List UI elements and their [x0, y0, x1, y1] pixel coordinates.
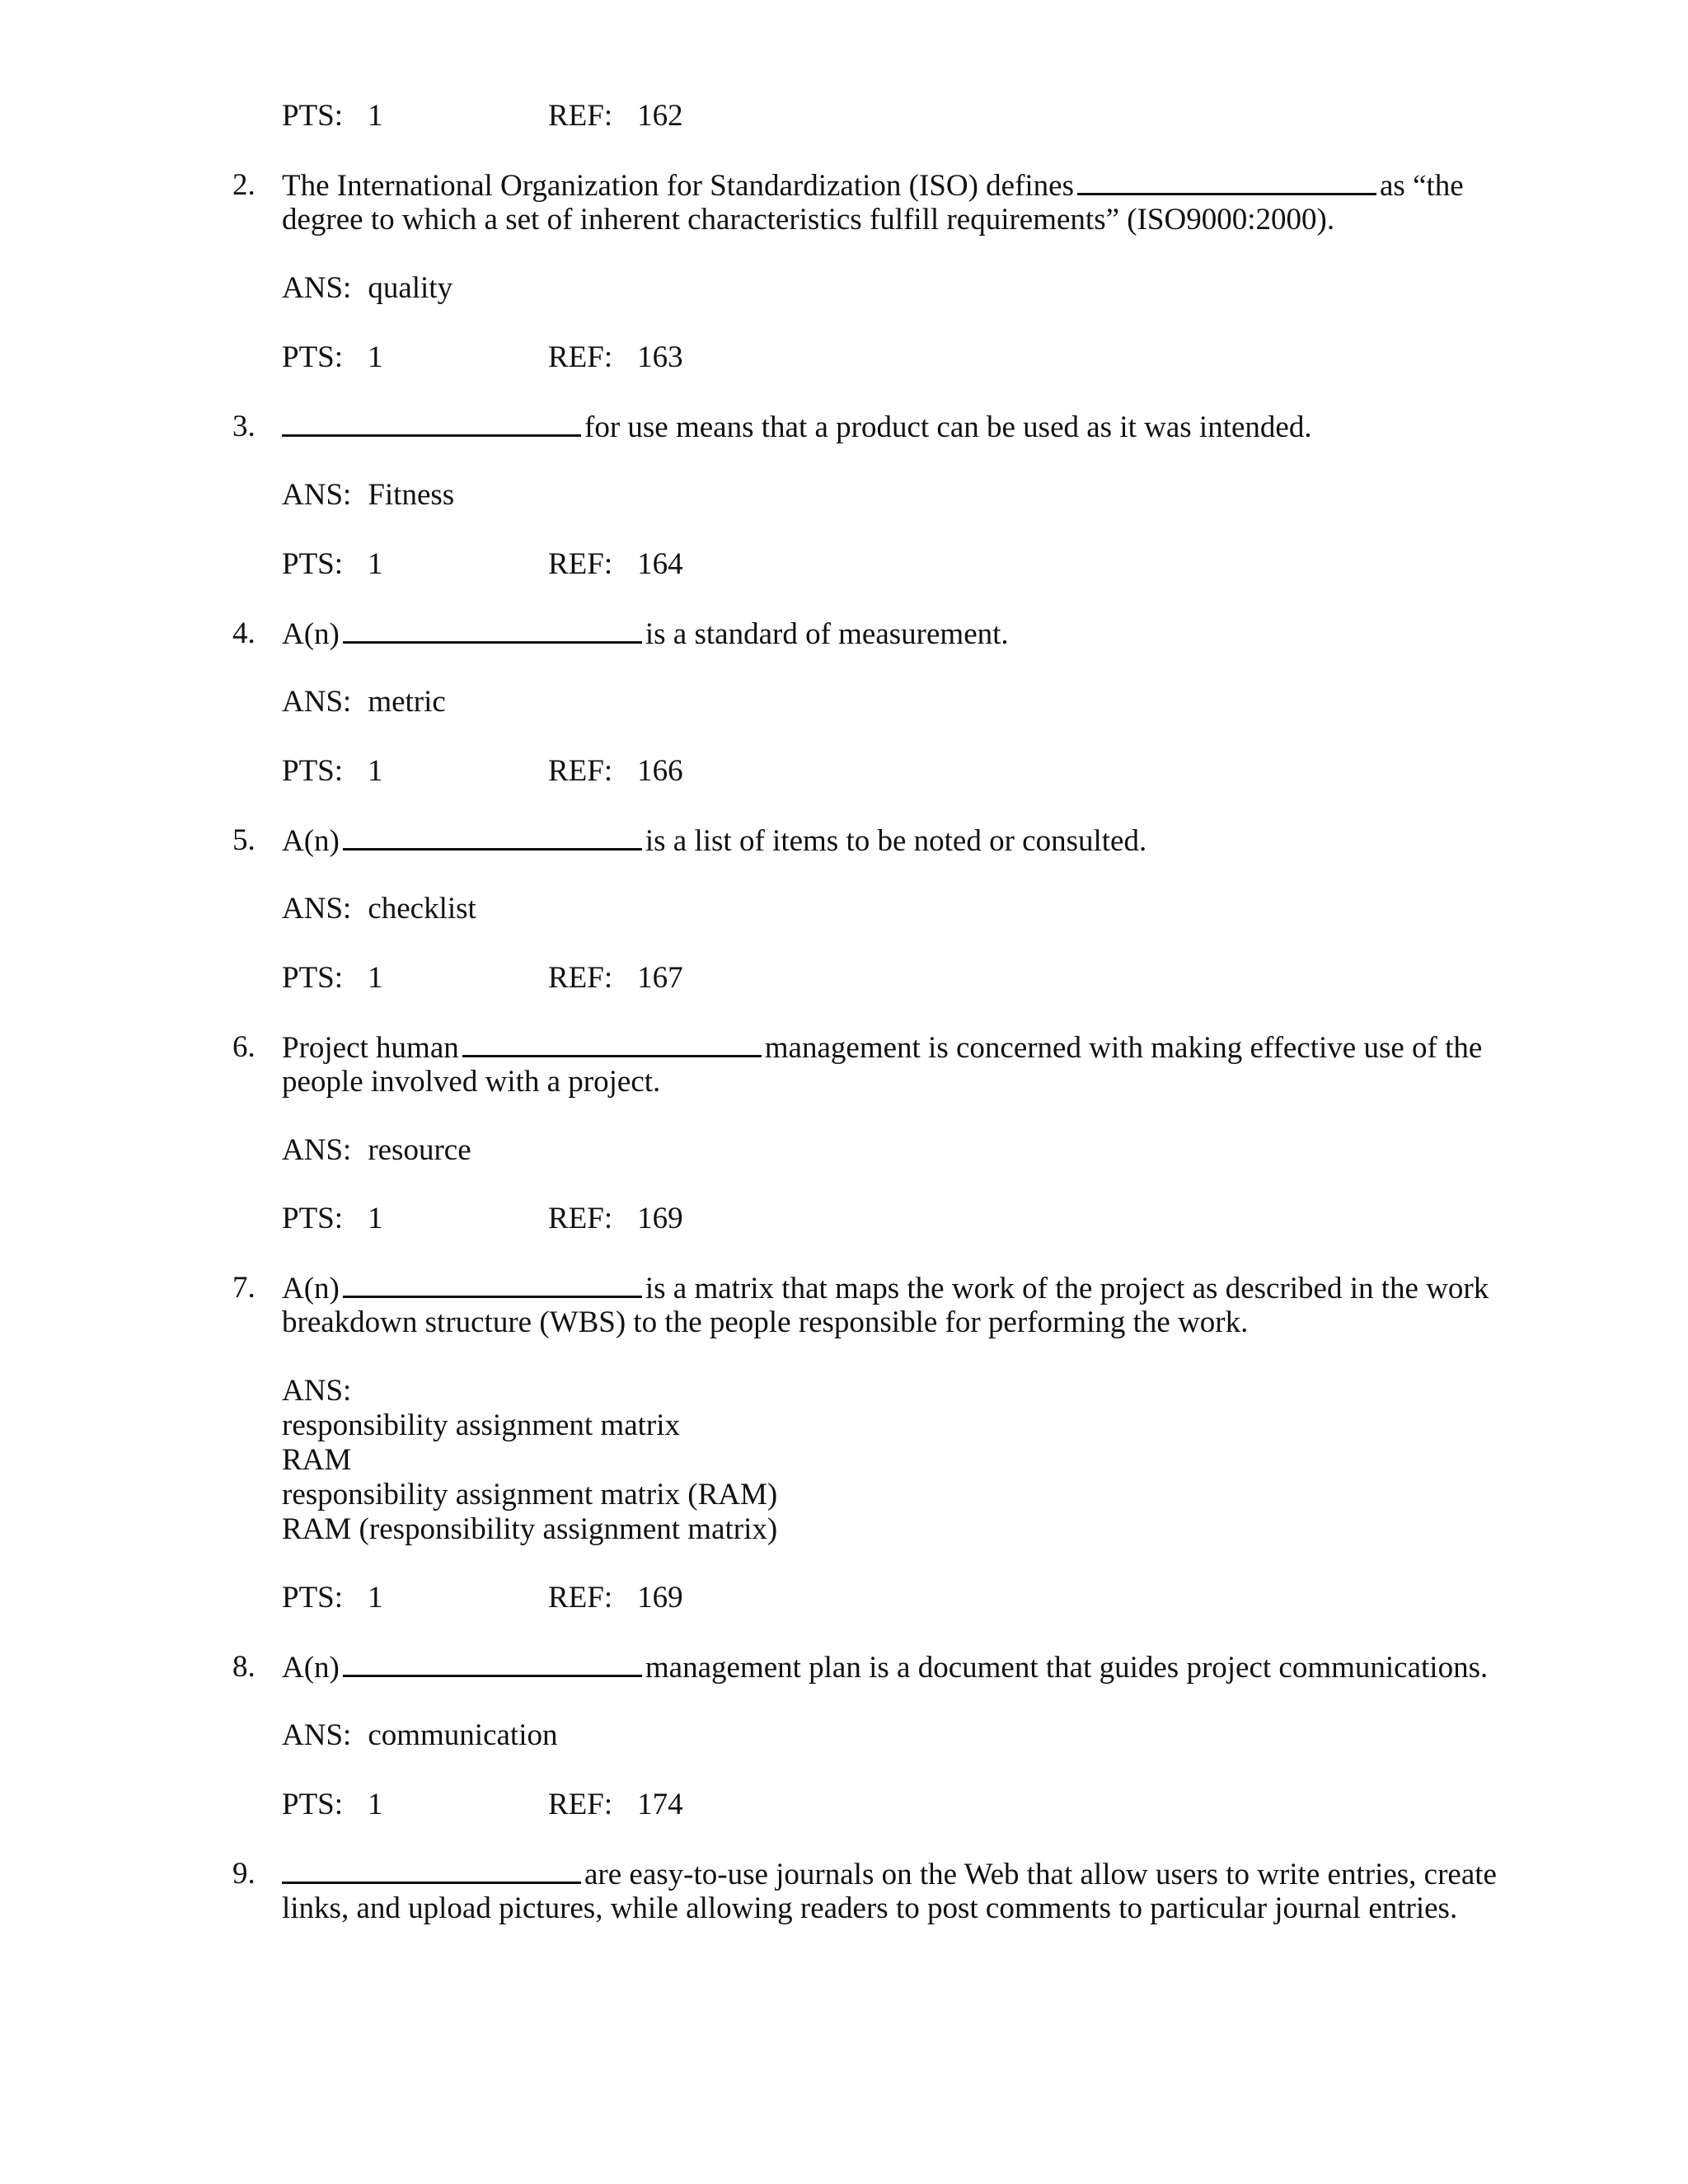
- question-text: The International Organization for Standardization (ISO) defines as “the: [282, 169, 1464, 203]
- question-number: 9.: [232, 1857, 256, 1891]
- ref-line: REF: 164: [548, 547, 683, 581]
- question-text: are easy-to-use journals on the Web that allow users to write entries, create: [282, 1857, 1497, 1892]
- pts-line: PTS: 1: [282, 961, 383, 995]
- question-number: 7.: [232, 1271, 256, 1305]
- answer-option: RAM (responsibility assignment matrix): [282, 1512, 778, 1546]
- ref-line: REF: 174: [548, 1788, 683, 1821]
- ref-line: REF: 163: [548, 340, 683, 374]
- answer-blank: [282, 410, 581, 437]
- pts-line: PTS: 1: [282, 547, 383, 581]
- question-text-cont: people involved with a project.: [282, 1065, 661, 1099]
- answer-line: ANS: Fitness: [282, 478, 455, 512]
- answer-option: responsibility assignment matrix (RAM): [282, 1478, 778, 1511]
- question-text: A(n) is a list of items to be noted or consulted.: [282, 824, 1147, 858]
- question-text-cont: degree to which a set of inherent characteristics fulfill requirements” (ISO9000:2000).: [282, 203, 1335, 237]
- answer-blank: [343, 1650, 642, 1677]
- answer-blank: [1077, 168, 1376, 195]
- answer-line: ANS: communication: [282, 1718, 558, 1752]
- answer-blank: [282, 1857, 581, 1884]
- question-text: A(n) is a standard of measurement.: [282, 617, 1009, 651]
- answer-blank: [343, 616, 642, 644]
- ref-line: REF: 162: [548, 99, 683, 133]
- question-text: for use means that a product can be used as it was intended.: [282, 410, 1312, 445]
- answer-line: ANS: checklist: [282, 892, 476, 926]
- ref-line: REF: 169: [548, 1581, 683, 1615]
- answer-line: ANS: metric: [282, 685, 446, 719]
- question-number: 6.: [232, 1030, 256, 1064]
- answer-blank: [462, 1030, 762, 1057]
- answer-line: ANS: quality: [282, 271, 453, 305]
- answer-line: ANS: resource: [282, 1133, 471, 1167]
- question-number: 3.: [232, 410, 256, 443]
- question-text: Project human management is concerned with making effective use of the: [282, 1031, 1483, 1065]
- question-text-cont: breakdown structure (WBS) to the people responsible for performing the work.: [282, 1305, 1249, 1339]
- pts-line: PTS: 1: [282, 1202, 383, 1235]
- answer-option: RAM: [282, 1443, 352, 1477]
- question-number: 8.: [232, 1650, 256, 1684]
- pts-line: PTS: 1: [282, 99, 383, 133]
- question-number: 2.: [232, 168, 256, 202]
- answer-label: ANS:: [282, 1374, 352, 1408]
- pts-line: PTS: 1: [282, 1788, 383, 1821]
- question-number: 4.: [232, 616, 256, 650]
- answer-blank: [343, 1271, 642, 1298]
- pts-line: PTS: 1: [282, 1581, 383, 1615]
- question-text-cont: links, and upload pictures, while allowing readers to post comments to particular journal entries.: [282, 1891, 1458, 1925]
- ref-line: REF: 167: [548, 961, 683, 995]
- ref-line: REF: 169: [548, 1202, 683, 1235]
- pts-line: PTS: 1: [282, 340, 383, 374]
- pts-line: PTS: 1: [282, 754, 383, 788]
- answer-option: responsibility assignment matrix: [282, 1408, 681, 1442]
- answer-blank: [343, 823, 642, 851]
- ref-line: REF: 166: [548, 754, 683, 788]
- question-number: 5.: [232, 823, 256, 857]
- question-text: A(n) is a matrix that maps the work of the project as described in the work: [282, 1272, 1489, 1305]
- question-text: A(n) management plan is a document that guides project communications.: [282, 1651, 1489, 1685]
